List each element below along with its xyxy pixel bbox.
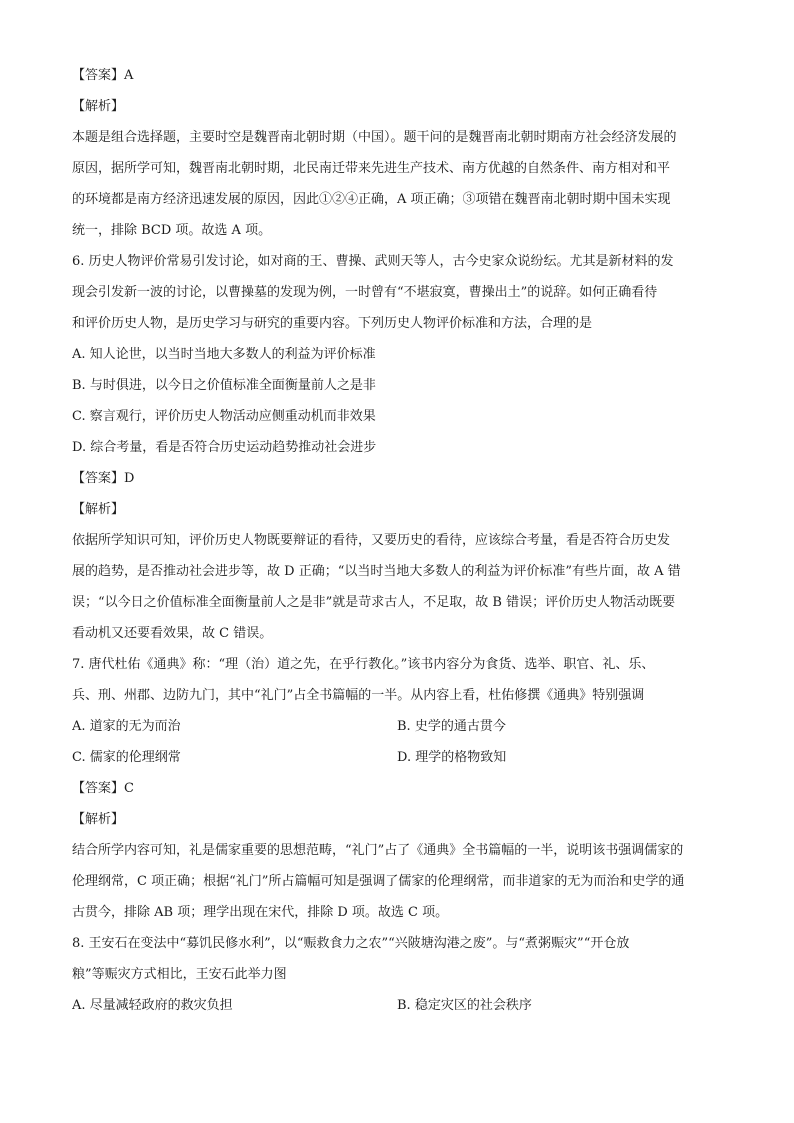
analysis-line: 统一，排除 BCD 项。故选 A 项。 — [72, 223, 272, 238]
document-page — [72, 60, 724, 1021]
option-row — [72, 990, 724, 1021]
analysis-line: 误；“以今日之价值标准全面衡量前人之是非”就是苛求古人，不足取，故 B 错误；评价历史人物活动既要 — [72, 595, 676, 610]
analysis-label: 【解析】 — [72, 99, 125, 114]
analysis-line: 依据所学知识可知，评价历史人物既要辩证的看待，又要历史的看待，应该综合考量，看是否符合历史发 — [72, 533, 671, 548]
option-a: A. 道家的无为而治 — [72, 719, 181, 734]
analysis-line: 原因，据所学可知，魏晋南北朝时期，北民南迁带来先进生产技术、南方优越的自然条件、南方相对和平 — [72, 161, 671, 176]
answer-label: 【答案】C — [72, 781, 134, 796]
option-c: C. 儒家的伦理纲常 — [72, 750, 181, 765]
question-stem-line: 7. 唐代杜佑《通典》称：“理（治）道之先，在乎行教化。”该书内容分为食货、选举、职官、礼、乐、 — [72, 657, 655, 672]
analysis-line: 展的趋势，是否推动社会进步等，故 D 正确；“以当时当地大多数人的利益为评价标准”有些片面，故 A 错 — [72, 564, 681, 579]
analysis-line: 结合所学内容可知，礼是儒家重要的思想范畴，“礼门”占了《通典》全书篇幅的一半，说明该书强调儒家的 — [72, 843, 684, 858]
option-b: B. 史学的通古贯今 — [397, 719, 506, 734]
option-b: B. 与时俱进，以今日之价值标准全面衡量前人之是非 — [72, 378, 376, 393]
answer-label: 【答案】A — [72, 68, 134, 83]
question-stem-line: 和评价历史人物，是历史学习与研究的重要内容。下列历史人物评价标准和方法，合理的是 — [72, 316, 593, 331]
option-a: A. 尽量减轻政府的救灾负担 — [72, 998, 233, 1013]
option-c: C. 察言观行，评价历史人物活动应侧重动机而非效果 — [72, 409, 376, 424]
option-d: D. 理学的格物致知 — [397, 750, 507, 765]
option-row — [72, 711, 724, 742]
analysis-label: 【解析】 — [72, 812, 125, 827]
analysis-label: 【解析】 — [72, 502, 125, 517]
answer-label: 【答案】D — [72, 471, 135, 486]
analysis-line: 的环境都是南方经济迅速发展的原因，因此①②④正确，A 项正确；③项错在魏晋南北朝时期中国未实现 — [72, 192, 671, 207]
question-stem-line: 6. 历史人物评价常易引发讨论，如对商的王、曹操、武则天等人，古今史家众说纷纭。尤其是新材料的发 — [72, 254, 674, 269]
analysis-line: 伦理纲常，C 项正确；根据“礼门”所占篇幅可知是强调了儒家的伦理纲常，而非道家的无为而治和史学的通 — [72, 874, 685, 889]
option-b: B. 稳定灾区的社会秩序 — [397, 998, 532, 1013]
analysis-line: 本题是组合选择题，主要时空是魏晋南北朝时期（中国）。题干问的是魏晋南北朝时期南方社会经济发展的 — [72, 130, 677, 145]
question-stem-line: 现会引发新一波的讨论，以曹操墓的发现为例，一时曾有“不堪寂寞，曹操出土”的说辞。如何正确看待 — [72, 285, 658, 300]
question-stem-line: 兵、刑、州郡、边防九门，其中“礼门”占全书篇幅的一半。从内容上看，杜佑修撰《通典》特别强调 — [72, 688, 645, 703]
option-a: A. 知人论世，以当时当地大多数人的利益为评价标准 — [72, 347, 376, 362]
analysis-line: 古贯今，排除 AB 项；理学出现在宋代，排除 D 项。故选 C 项。 — [72, 905, 449, 920]
question-stem-line: 8. 王安石在变法中“募饥民修水利”，以“赈救食力之农”“兴陂塘沟港之废”。与“煮粥赈灾”“开仓放 — [72, 936, 630, 951]
question-stem-line: 粮”等赈灾方式相比，王安石此举力图 — [72, 967, 287, 982]
analysis-line: 看动机又还要看效果，故 C 错误。 — [72, 626, 273, 641]
option-d: D. 综合考量，看是否符合历史运动趋势推动社会进步 — [72, 440, 377, 455]
option-row — [72, 742, 724, 773]
